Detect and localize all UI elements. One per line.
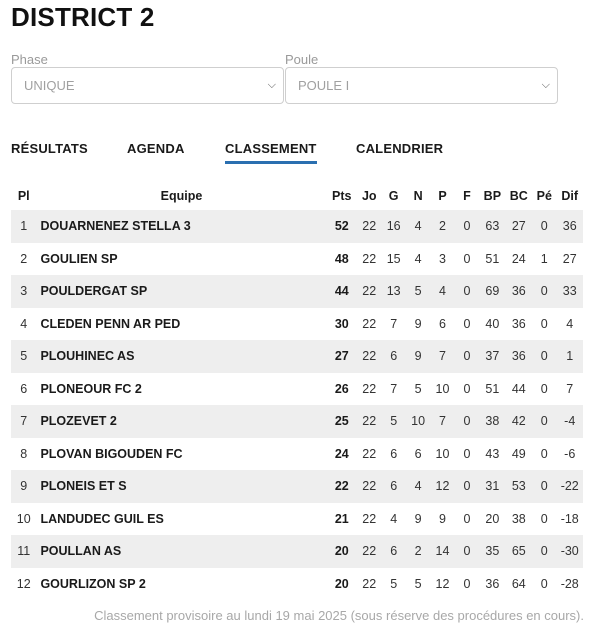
cell-f: 0 <box>463 349 471 364</box>
cell-pe: 0 <box>540 316 548 331</box>
cell-pts: 20 <box>334 544 349 559</box>
cell-team[interactable]: POULLAN AS <box>40 544 122 559</box>
cell-p: 10 <box>435 446 450 461</box>
cell-team[interactable]: PLONEOUR FC 2 <box>40 381 142 396</box>
header-pts: Pts <box>332 188 352 203</box>
cell-bc: 27 <box>511 219 526 234</box>
cell-g: 6 <box>390 479 398 494</box>
cell-team[interactable]: POULDERGAT SP <box>40 284 148 299</box>
cell-jo: 22 <box>362 576 377 591</box>
cell-bc: 38 <box>511 511 526 526</box>
cell-p: 12 <box>435 479 450 494</box>
cell-g: 16 <box>386 219 401 234</box>
cell-pts: 48 <box>334 251 349 266</box>
cell-pe: 1 <box>540 251 548 266</box>
cell-pl: 12 <box>16 576 31 591</box>
cell-pe: 0 <box>540 544 548 559</box>
cell-bp: 35 <box>485 544 500 559</box>
cell-pl: 7 <box>20 414 28 429</box>
cell-bc: 64 <box>511 576 526 591</box>
cell-bp: 69 <box>485 284 500 299</box>
cell-g: 6 <box>390 446 398 461</box>
cell-pe: 0 <box>540 381 548 396</box>
page-title: DISTRICT 2 <box>11 2 155 32</box>
cell-p: 7 <box>439 414 446 429</box>
cell-f: 0 <box>463 446 471 461</box>
header-equipe: Equipe <box>160 188 203 203</box>
cell-dif: 27 <box>562 251 577 266</box>
cell-p: 9 <box>439 511 446 526</box>
cell-p: 2 <box>439 219 446 234</box>
cell-bc: 36 <box>511 316 526 331</box>
cell-pe: 0 <box>540 219 548 234</box>
cell-bp: 20 <box>485 511 500 526</box>
cell-f: 0 <box>463 479 471 494</box>
tab-agenda[interactable]: AGENDA <box>127 141 185 156</box>
cell-f: 0 <box>463 219 471 234</box>
cell-p: 14 <box>435 544 450 559</box>
header-bp: BP <box>483 188 502 203</box>
cell-f: 0 <box>463 511 471 526</box>
table-row <box>11 275 583 308</box>
cell-n: 9 <box>414 316 422 331</box>
table-row <box>11 210 583 243</box>
cell-pe: 0 <box>540 511 548 526</box>
cell-n: 4 <box>414 219 422 234</box>
cell-pts: 20 <box>334 576 349 591</box>
cell-pe: 0 <box>540 446 548 461</box>
header-g: G <box>388 188 399 203</box>
cell-g: 5 <box>390 576 398 591</box>
cell-pe: 0 <box>540 576 548 591</box>
cell-jo: 22 <box>362 511 377 526</box>
chevron-down-icon: ⌵ <box>541 79 550 91</box>
cell-g: 13 <box>386 284 401 299</box>
cell-pts: 27 <box>334 349 349 364</box>
cell-bp: 51 <box>485 251 500 266</box>
cell-pl: 10 <box>16 511 31 526</box>
header-f: F <box>463 188 471 203</box>
cell-g: 6 <box>390 544 398 559</box>
cell-pe: 0 <box>540 349 548 364</box>
cell-g: 15 <box>386 251 401 266</box>
cell-team[interactable]: CLEDEN PENN AR PED <box>40 316 181 331</box>
cell-p: 3 <box>439 251 446 266</box>
cell-bc: 24 <box>511 251 526 266</box>
cell-n: 5 <box>414 381 422 396</box>
table-row <box>11 373 583 406</box>
cell-dif: -30 <box>560 544 579 559</box>
cell-bc: 49 <box>511 446 526 461</box>
cell-team[interactable]: GOULIEN SP <box>40 251 118 266</box>
cell-team[interactable]: LANDUDEC GUIL ES <box>40 511 164 526</box>
cell-jo: 22 <box>362 414 377 429</box>
cell-n: 4 <box>414 479 422 494</box>
cell-g: 6 <box>390 349 398 364</box>
phase-label: Phase <box>11 52 48 67</box>
cell-dif: 1 <box>566 349 574 364</box>
header-pl: Pl <box>17 188 30 203</box>
cell-bp: 37 <box>485 349 500 364</box>
cell-pts: 44 <box>334 284 349 299</box>
cell-pl: 6 <box>20 381 28 396</box>
cell-bp: 43 <box>485 446 500 461</box>
cell-pts: 22 <box>334 479 349 494</box>
poule-select-value: POULE I <box>298 78 350 93</box>
cell-team[interactable]: GOURLIZON SP 2 <box>40 576 146 591</box>
cell-team[interactable]: PLONEIS ET S <box>40 479 127 494</box>
cell-bc: 36 <box>511 349 526 364</box>
table-header-row <box>11 181 583 210</box>
header-dif: Dif <box>561 188 579 203</box>
cell-bc: 65 <box>511 544 526 559</box>
cell-dif: -22 <box>560 479 579 494</box>
cell-n: 9 <box>414 349 422 364</box>
tab-resultats[interactable]: RÉSULTATS <box>11 141 88 156</box>
cell-f: 0 <box>463 381 471 396</box>
cell-pl: 4 <box>20 316 28 331</box>
cell-bp: 31 <box>485 479 500 494</box>
cell-jo: 22 <box>362 219 377 234</box>
cell-dif: -28 <box>560 576 579 591</box>
cell-dif: -4 <box>564 414 576 429</box>
cell-pts: 21 <box>334 511 349 526</box>
cell-bc: 42 <box>511 414 526 429</box>
table-row <box>11 405 583 438</box>
cell-pts: 30 <box>334 316 349 331</box>
table-row <box>11 568 583 601</box>
cell-g: 5 <box>390 414 398 429</box>
table-row <box>11 340 583 373</box>
cell-n: 4 <box>414 251 422 266</box>
header-n: N <box>413 188 423 203</box>
table-row <box>11 535 583 568</box>
cell-pts: 52 <box>334 219 349 234</box>
cell-p: 12 <box>435 576 450 591</box>
cell-dif: -6 <box>564 446 576 461</box>
cell-pl: 9 <box>20 479 28 494</box>
cell-n: 9 <box>414 511 422 526</box>
cell-f: 0 <box>463 576 471 591</box>
phase-select-value: UNIQUE <box>24 78 75 93</box>
cell-jo: 22 <box>362 349 377 364</box>
cell-bc: 44 <box>511 381 526 396</box>
cell-g: 7 <box>390 316 398 331</box>
poule-label: Poule <box>285 52 319 67</box>
tab-calendrier[interactable]: CALENDRIER <box>356 141 444 156</box>
cell-dif: 33 <box>562 284 577 299</box>
cell-jo: 22 <box>362 479 377 494</box>
phase-select[interactable] <box>11 67 284 104</box>
table-row <box>11 470 583 503</box>
cell-pl: 2 <box>20 251 28 266</box>
cell-dif: -18 <box>560 511 579 526</box>
cell-f: 0 <box>463 284 471 299</box>
cell-p: 7 <box>439 349 446 364</box>
cell-pl: 8 <box>20 446 28 461</box>
cell-g: 7 <box>390 381 398 396</box>
header-p: P <box>438 188 447 203</box>
cell-bc: 53 <box>511 479 526 494</box>
cell-jo: 22 <box>362 544 377 559</box>
cell-p: 4 <box>439 284 446 299</box>
cell-n: 5 <box>414 576 422 591</box>
chevron-down-icon: ⌵ <box>267 79 276 91</box>
table-row <box>11 503 583 536</box>
cell-dif: 4 <box>566 316 574 331</box>
cell-n: 10 <box>411 414 426 429</box>
cell-bp: 36 <box>485 576 500 591</box>
cell-f: 0 <box>463 544 471 559</box>
tab-classement[interactable]: CLASSEMENT <box>225 141 317 156</box>
cell-f: 0 <box>463 316 471 331</box>
standings-table <box>11 181 583 600</box>
cell-f: 0 <box>463 251 471 266</box>
footer-note: Classement provisoire au lundi 19 mai 2025 (sous réserve des procédures en cours). <box>94 608 584 623</box>
header-pe: Pé <box>536 188 552 203</box>
cell-dif: 7 <box>566 381 574 396</box>
cell-n: 5 <box>414 284 422 299</box>
cell-jo: 22 <box>362 251 377 266</box>
cell-f: 0 <box>463 414 471 429</box>
header-bc: BC <box>509 188 528 203</box>
cell-p: 6 <box>439 316 446 331</box>
cell-n: 6 <box>414 446 422 461</box>
cell-team[interactable]: DOUARNENEZ STELLA 3 <box>40 219 191 234</box>
cell-pl: 3 <box>20 284 28 299</box>
cell-pe: 0 <box>540 414 548 429</box>
cell-pts: 26 <box>334 381 349 396</box>
header-jo: Jo <box>361 188 377 203</box>
cell-bp: 51 <box>485 381 500 396</box>
cell-pl: 5 <box>20 349 28 364</box>
cell-pe: 0 <box>540 479 548 494</box>
cell-bp: 38 <box>485 414 500 429</box>
cell-bp: 63 <box>485 219 500 234</box>
cell-bc: 36 <box>511 284 526 299</box>
cell-pl: 1 <box>20 219 28 234</box>
cell-g: 4 <box>390 511 398 526</box>
table-row <box>11 308 583 341</box>
cell-team[interactable]: PLOVAN BIGOUDEN FC <box>40 446 183 461</box>
cell-pts: 24 <box>334 446 349 461</box>
cell-pts: 25 <box>334 414 349 429</box>
cell-jo: 22 <box>362 446 377 461</box>
poule-select[interactable] <box>285 67 558 104</box>
cell-pe: 0 <box>540 284 548 299</box>
cell-bp: 40 <box>485 316 500 331</box>
cell-team[interactable]: PLOZEVET 2 <box>40 414 117 429</box>
cell-jo: 22 <box>362 284 377 299</box>
table-row <box>11 438 583 471</box>
cell-p: 10 <box>435 381 450 396</box>
cell-dif: 36 <box>562 219 577 234</box>
cell-team[interactable]: PLOUHINEC AS <box>40 349 135 364</box>
cell-pl: 11 <box>17 544 31 559</box>
cell-jo: 22 <box>362 316 377 331</box>
cell-jo: 22 <box>362 381 377 396</box>
cell-n: 2 <box>414 544 422 559</box>
table-row <box>11 243 583 276</box>
